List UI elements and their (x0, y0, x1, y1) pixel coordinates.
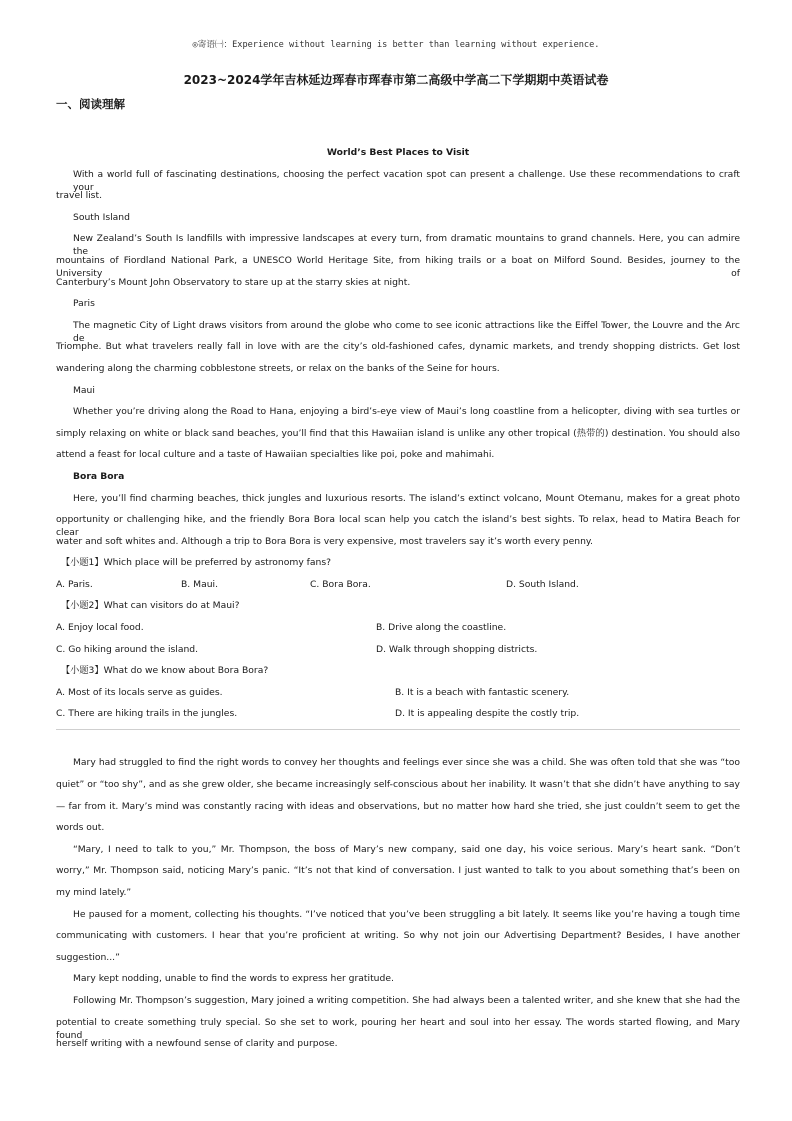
question-options (56, 621, 740, 643)
option-c[interactable]: C. Bora Bora. (310, 578, 371, 590)
text-line: Whether you’re driving along the Road to Hana, enjoying a bird’s-eye view of Maui’s long coastline from a helicopter, diving with sea turtles or (73, 406, 740, 418)
option-d[interactable]: D. South Island. (506, 578, 579, 590)
question-options (56, 686, 740, 708)
option-d[interactable]: D. Walk through shopping districts. (376, 643, 538, 655)
story-paragraph (56, 994, 740, 1059)
text-line: travel list. (56, 190, 102, 202)
story-paragraph (56, 756, 740, 842)
option-d[interactable]: D. It is appealing despite the costly trip. (395, 708, 580, 720)
story-paragraph (56, 908, 740, 973)
text-line: quiet” or “too shy”, and as she grew older, she became increasingly self-conscious about her inability. It wasn’t that she didn’t have anything to say (56, 779, 740, 791)
place-heading-bora-bora: Bora Bora (73, 470, 125, 482)
text-line: worry,” Mr. Thompson said, noticing Mary’s panic. “It’s not that kind of conversation. I just wanted to talk to you about something that’s been on (56, 865, 740, 877)
content (56, 146, 740, 1059)
option-c[interactable]: C. There are hiking trails in the jungles. (56, 708, 238, 720)
text-line: herself writing with a newfound sense of clarity and purpose. (56, 1038, 338, 1050)
story-paragraph (56, 843, 740, 908)
place-paragraph (56, 319, 740, 384)
text-line: wandering along the charming cobblestone streets, or relax on the banks of the Seine for hours. (56, 362, 500, 374)
text-line: Here, you’ll find charming beaches, thick jungles and luxurious resorts. The island’s extinct volcano, Mount Otemanu, makes for a great photo (73, 492, 740, 504)
place-heading-paris: Paris (73, 298, 95, 310)
motto: ◎寄语㈠：Experience without learning is better than learning without experience. (192, 40, 600, 50)
text-line: suggestion...” (56, 951, 120, 963)
passage-title: World’s Best Places to Visit (326, 147, 470, 158)
text-line: mountains of Fiordland National Park, a UNESCO World Heritage Site, from hiking trails or a boat on Milford Sound. Besides, journey to the University of (56, 254, 740, 279)
text-line: opportunity or challenging hike, and the friendly Bora Bora local scan help you catch the island’s best sights. To relax, head to Matira Beach for clear (56, 514, 740, 539)
question-options (56, 707, 740, 725)
text-line: With a world full of fascinating destinations, choosing the perfect vacation spot can present a challenge. Use these recommendations to craft your (73, 168, 740, 193)
text-line: New Zealand’s South Is landfills with impressive landscapes at every turn, from dramatic mountains to grand channels. Here, you can admire the (73, 233, 740, 258)
text-line: Mary had struggled to find the right words to convey her thoughts and feelings ever since she was a child. She was often told that she was “too (73, 757, 740, 769)
place-heading-south-island: South Island (73, 211, 130, 223)
question-options (56, 643, 740, 665)
section-heading: 一、阅读理解 (56, 97, 125, 111)
text-line: He paused for a moment, collecting his thoughts. “I’ve noticed that you’ve been struggling a bit lately. It seems like you’re having a tough time (73, 908, 740, 920)
text-line: words out. (56, 822, 105, 834)
text-line: attend a feast for local culture and a taste of Hawaiian specialties like poi, poke and mahimahi. (56, 449, 495, 461)
place-heading-maui: Maui (73, 384, 95, 396)
passage-divider (56, 729, 740, 730)
document-title: 2023~2024学年吉林延边珲春市珲春市第二高级中学高二下学期期中英语试卷 (183, 73, 609, 87)
text-line: — far from it. Mary’s mind was constantly racing with ideas and observations, but no matter how hard she tried, she just couldn’t seem to get the (56, 800, 740, 812)
passage-intro (56, 168, 740, 211)
option-b[interactable]: B. Maui. (181, 578, 218, 590)
question-stem: 【小题2】What can visitors do at Maui? (61, 600, 240, 612)
text-line: Following Mr. Thompson’s suggestion, Mary joined a writing competition. She had always been a talented writer, and she knew that she had the (73, 994, 740, 1006)
text-line: water and soft whites and. Although a trip to Bora Bora is very expensive, most travelers say it’s worth every penny. (56, 535, 593, 547)
option-a[interactable]: A. Enjoy local food. (56, 622, 144, 634)
option-a[interactable]: A. Paris. (56, 578, 93, 590)
option-c[interactable]: C. Go hiking around the island. (56, 643, 199, 655)
place-paragraph (56, 405, 740, 470)
text-line: simply relaxing on white or black sand beaches, you’ll find that this Hawaiian island is unlike any other tropical (热带的) destination. You should also (56, 427, 740, 439)
text-line: Canterbury’s Mount John Observatory to stare up at the starry skies at night. (56, 276, 411, 288)
text-line: my mind lately.” (56, 887, 132, 898)
text-line: The magnetic City of Light draws visitors from around the globe who come to see iconic attractions like the Eiffel Tower, the Louvre and the Arc de (73, 319, 740, 344)
option-a[interactable]: A. Most of its locals serve as guides. (56, 686, 223, 698)
place-paragraph (56, 232, 740, 297)
story-paragraph (56, 972, 740, 994)
text-line: potential to create something truly special. So she set to work, pouring her heart and soul into her essay. The words started flowing, and Mary found (56, 1016, 740, 1041)
question-options (56, 578, 740, 600)
option-b[interactable]: B. It is a beach with fantastic scenery. (395, 686, 570, 698)
text-line: communicating with customers. I hear that you’re proficient at writing. So why not join our Advertising Department? Besides, I have another (56, 930, 740, 942)
option-b[interactable]: B. Drive along the coastline. (376, 622, 507, 634)
text-line: “Mary, I need to talk to you,” Mr. Thompson, the boss of Mary’s new company, said one day, his voice serious. Mary’s heart sank. “Don’t (73, 843, 740, 855)
question-stem: 【小题1】Which place will be preferred by astronomy fans? (61, 557, 332, 569)
question-stem: 【小题3】What do we know about Bora Bora? (61, 665, 269, 677)
text-line: Mary kept nodding, unable to find the words to express her gratitude. (73, 973, 394, 985)
text-line: Triomphe. But what travelers really fall in love with are the city’s old-fashioned cafes, dynamic markets, and trendy shopping districts. Get lost (56, 341, 740, 353)
place-paragraph (56, 492, 740, 557)
